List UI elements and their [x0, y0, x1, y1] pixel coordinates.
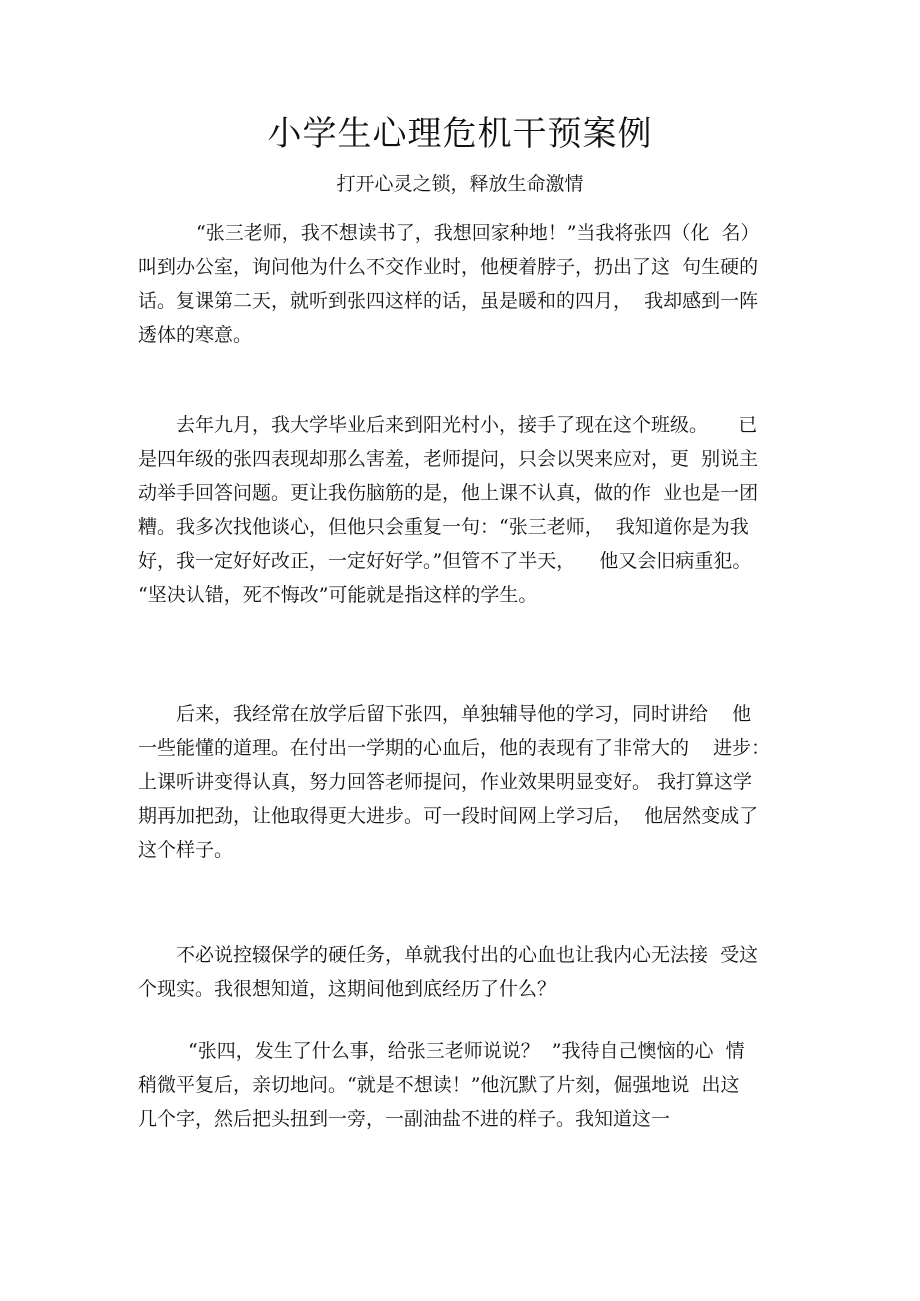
- paragraph-line: 不必说控辍保学的硬任务，单就我付出的心血也让我内心无法接 受这: [176, 944, 759, 966]
- paragraph-3: [138, 697, 788, 867]
- paragraph-line: “坚决认错，死不悔改”可能就是指这样的学生。: [138, 584, 538, 606]
- paragraph-4: [138, 938, 788, 1006]
- paragraph-line: 叫到办公室，询问他为什么不交作业时，他梗着脖子，扔出了这 句生硬的: [138, 256, 759, 278]
- paragraph-line: 期再加把劲，让他取得更大进步。可一段时间网上学习后， 他居然变成了: [138, 805, 759, 827]
- paragraph-line: 稍微平复后，亲切地问。“就是不想读！”他沉默了片刻，倔强地说 出这: [138, 1074, 740, 1096]
- paragraph-1: [138, 216, 788, 352]
- paragraph-line: 上课听讲变得认真，努力回答老师提问，作业效果明显变好。 我打算这学: [138, 771, 753, 793]
- paragraph-line: 是四年级的张四表现却那么害羞，老师提问，只会以哭来应对，更 别说主: [138, 448, 759, 470]
- paragraph-5: [138, 1034, 788, 1136]
- paragraph-2: [138, 408, 788, 612]
- paragraph-line: “张三老师，我不想读书了，我想回家种地！”当我将张四（化 名）: [196, 222, 760, 244]
- paragraph-line: 几个字，然后把头扭到一旁，一副油盐不进的样子。我知道这一: [138, 1108, 671, 1130]
- paragraph-line: 糟。我多次找他谈心，但他只会重复一句：“张三老师， 我知道你是为我: [138, 516, 749, 538]
- paragraph-line: 一些能懂的道理。在付出一学期的心血后，他的表现有了非常大的 进步：: [138, 737, 771, 759]
- paragraph-line: 透体的寒意。: [138, 324, 253, 346]
- paragraph-line: 动举手回答问题。更让我伤脑筋的是，他上课不认真，做的作 业也是一团: [138, 482, 759, 504]
- paragraph-line: 这个样子。: [138, 839, 234, 861]
- paragraph-line: 去年九月，我大学毕业后来到阳光村小，接手了现在这个班级。 已: [176, 414, 758, 436]
- paragraph-line: 后来，我经常在放学后留下张四，单独辅导他的学习，同时讲给 他: [176, 703, 752, 725]
- document-title: 小学生心理危机干预案例: [267, 114, 653, 154]
- paragraph-line: 话。复课第二天，就听到张四这样的话，虽是暖和的四月， 我却感到一阵: [138, 290, 759, 312]
- paragraph-line: “张四，发生了什么事，给张三老师说说？ ”我待自己懊恼的心 情: [188, 1040, 745, 1062]
- paragraph-line: 个现实。我很想知道，这期间他到底经历了什么？: [138, 978, 557, 1000]
- document-subtitle: 打开心灵之锁，释放生命激情: [336, 173, 584, 195]
- paragraph-line: 好，我一定好好改正，一定好好学。”但管不了半天， 他又会旧病重犯。: [138, 550, 752, 572]
